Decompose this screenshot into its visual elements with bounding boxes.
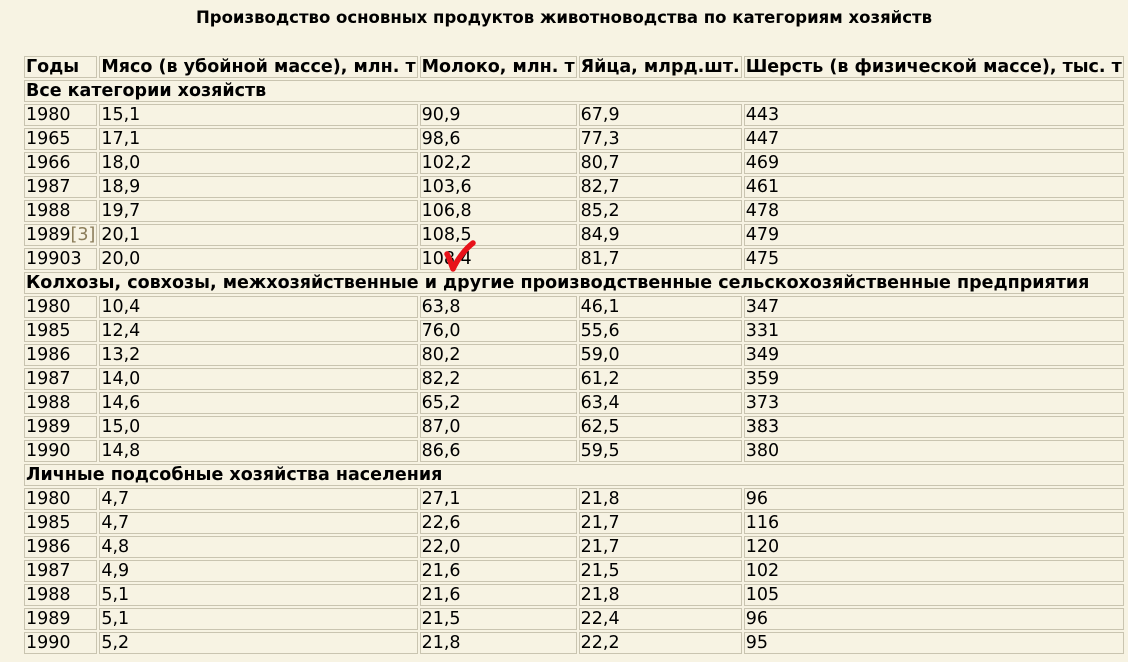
table-row	[24, 632, 1124, 654]
meat-cell: 14,0	[99, 368, 417, 390]
table-row	[24, 440, 1124, 462]
eggs-cell: 46,1	[579, 296, 742, 318]
milk-cell: 90,9	[420, 104, 577, 126]
eggs-cell: 63,4	[579, 392, 742, 414]
wool-cell: 102	[744, 560, 1124, 582]
wool-cell: 447	[744, 128, 1124, 150]
meat-cell: 20,1	[99, 224, 417, 246]
meat-cell: 12,4	[99, 320, 417, 342]
milk-cell: 80,2	[420, 344, 577, 366]
table-row	[24, 392, 1124, 414]
table-row	[24, 584, 1124, 606]
year-cell	[24, 296, 97, 318]
milk-cell: 98,6	[420, 128, 577, 150]
meat-cell: 14,8	[99, 440, 417, 462]
year-cell	[24, 152, 97, 174]
section-header-row	[24, 272, 1124, 294]
column-header-year: Годы	[24, 56, 97, 78]
table-row	[24, 344, 1124, 366]
table-row	[24, 104, 1124, 126]
meat-cell: 15,1	[99, 104, 417, 126]
milk-cell: 21,6	[420, 584, 577, 606]
milk-cell: 108,4	[420, 248, 577, 270]
year-value: 1989	[26, 225, 71, 245]
wool-cell: 349	[744, 344, 1124, 366]
meat-cell: 5,2	[99, 632, 417, 654]
year-value: 1990	[26, 441, 71, 461]
year-value: 1985	[26, 513, 71, 533]
table-row	[24, 224, 1124, 246]
wool-cell: 96	[744, 608, 1124, 630]
wool-cell: 331	[744, 320, 1124, 342]
meat-cell: 4,7	[99, 512, 417, 534]
milk-cell: 102,2	[420, 152, 577, 174]
wool-cell: 475	[744, 248, 1124, 270]
year-cell	[24, 608, 97, 630]
year-value: 19903	[26, 249, 82, 269]
year-value: 1986	[26, 537, 71, 557]
meat-cell: 4,7	[99, 488, 417, 510]
milk-cell: 86,6	[420, 440, 577, 462]
milk-cell: 21,8	[420, 632, 577, 654]
year-cell	[24, 488, 97, 510]
table-row	[24, 320, 1124, 342]
table-body	[24, 80, 1124, 654]
wool-cell: 380	[744, 440, 1124, 462]
milk-cell: 27,1	[420, 488, 577, 510]
meat-cell: 20,0	[99, 248, 417, 270]
meat-cell: 19,7	[99, 200, 417, 222]
eggs-cell: 21,8	[579, 584, 742, 606]
year-value: 1966	[26, 153, 71, 173]
eggs-cell: 67,9	[579, 104, 742, 126]
year-cell	[24, 368, 97, 390]
table-row	[24, 176, 1124, 198]
eggs-cell: 22,4	[579, 608, 742, 630]
wool-cell: 443	[744, 104, 1124, 126]
milk-cell: 82,2	[420, 368, 577, 390]
eggs-cell: 21,7	[579, 536, 742, 558]
wool-cell: 383	[744, 416, 1124, 438]
year-cell	[24, 440, 97, 462]
eggs-cell: 21,5	[579, 560, 742, 582]
year-value: 1985	[26, 321, 71, 341]
milk-cell: 21,5	[420, 608, 577, 630]
year-value: 1986	[26, 345, 71, 365]
year-cell	[24, 560, 97, 582]
table-row	[24, 248, 1124, 270]
milk-cell: 22,0	[420, 536, 577, 558]
section-header-row	[24, 464, 1124, 486]
year-cell	[24, 536, 97, 558]
eggs-cell: 61,2	[579, 368, 742, 390]
year-value: 1965	[26, 129, 71, 149]
year-value: 1987	[26, 561, 71, 581]
year-value: 1989	[26, 417, 71, 437]
eggs-cell: 59,0	[579, 344, 742, 366]
milk-cell: 106,8	[420, 200, 577, 222]
eggs-cell: 80,7	[579, 152, 742, 174]
table-row	[24, 536, 1124, 558]
table-row	[24, 488, 1124, 510]
section-title: Все категории хозяйств	[24, 80, 1124, 102]
table-row	[24, 416, 1124, 438]
page-title: Производство основных продуктов животноводства по категориям хозяйств	[195, 8, 933, 27]
table-row	[24, 296, 1124, 318]
wool-cell: 478	[744, 200, 1124, 222]
section-title: Колхозы, совхозы, межхозяйственные и другие производственные сельскохозяйственные предприятия	[24, 272, 1124, 294]
livestock-production-table	[22, 54, 1126, 656]
table-row	[24, 152, 1124, 174]
wool-cell: 116	[744, 512, 1124, 534]
wool-cell: 96	[744, 488, 1124, 510]
year-value: 1990	[26, 633, 71, 653]
year-value: 1988	[26, 393, 71, 413]
year-cell	[24, 344, 97, 366]
year-value: 1988	[26, 585, 71, 605]
wool-cell: 120	[744, 536, 1124, 558]
year-cell	[24, 224, 97, 246]
meat-cell: 10,4	[99, 296, 417, 318]
column-header-wool: Шерсть (в физической массе), тыс. т	[745, 57, 1122, 77]
year-value: 1987	[26, 369, 71, 389]
eggs-cell: 84,9	[579, 224, 742, 246]
eggs-cell: 81,7	[579, 248, 742, 270]
milk-cell: 76,0	[420, 320, 577, 342]
year-value: 1989	[26, 609, 71, 629]
year-value: 1980	[26, 489, 71, 509]
meat-cell: 14,6	[99, 392, 417, 414]
wool-cell: 461	[744, 176, 1124, 198]
table-row	[24, 200, 1124, 222]
footnote-link[interactable]: [3]	[70, 225, 96, 245]
milk-cell: 65,2	[420, 392, 577, 414]
eggs-cell: 85,2	[579, 200, 742, 222]
table-row	[24, 560, 1124, 582]
milk-cell: 87,0	[420, 416, 577, 438]
year-value: 1987	[26, 177, 71, 197]
year-cell	[24, 416, 97, 438]
year-cell	[24, 200, 97, 222]
table-row	[24, 608, 1124, 630]
year-cell	[24, 584, 97, 606]
year-value: 1988	[26, 201, 71, 221]
year-cell	[24, 248, 97, 270]
milk-cell: 103,6	[420, 176, 577, 198]
wool-cell: 479	[744, 224, 1124, 246]
eggs-cell: 55,6	[579, 320, 742, 342]
year-value: 1980	[26, 297, 71, 317]
section-title: Личные подсобные хозяйства населения	[24, 464, 1124, 486]
table-header-row	[24, 56, 1124, 78]
table-row	[24, 512, 1124, 534]
column-header-eggs: Яйца, млрд.шт.	[580, 57, 740, 77]
eggs-cell: 82,7	[579, 176, 742, 198]
year-cell	[24, 320, 97, 342]
year-cell	[24, 176, 97, 198]
milk-cell: 22,6	[420, 512, 577, 534]
meat-cell: 18,9	[99, 176, 417, 198]
wool-cell: 359	[744, 368, 1124, 390]
table-row	[24, 368, 1124, 390]
column-header-meat: Мясо (в убойной массе), млн. т	[101, 57, 416, 77]
year-cell	[24, 128, 97, 150]
meat-cell: 5,1	[99, 584, 417, 606]
wool-cell: 469	[744, 152, 1124, 174]
eggs-cell: 62,5	[579, 416, 742, 438]
meat-cell: 4,9	[99, 560, 417, 582]
section-header-row	[24, 80, 1124, 102]
year-value: 1980	[26, 105, 71, 125]
milk-cell: 21,6	[420, 560, 577, 582]
meat-cell: 15,0	[99, 416, 417, 438]
eggs-cell: 21,8	[579, 488, 742, 510]
wool-cell: 347	[744, 296, 1124, 318]
eggs-cell: 21,7	[579, 512, 742, 534]
eggs-cell: 77,3	[579, 128, 742, 150]
meat-cell: 18,0	[99, 152, 417, 174]
table-row	[24, 128, 1124, 150]
milk-cell: 108,5	[420, 224, 577, 246]
milk-cell: 63,8	[420, 296, 577, 318]
meat-cell: 4,8	[99, 536, 417, 558]
wool-cell: 105	[744, 584, 1124, 606]
wool-cell: 95	[744, 632, 1124, 654]
eggs-cell: 22,2	[579, 632, 742, 654]
year-cell	[24, 512, 97, 534]
wool-cell: 373	[744, 392, 1124, 414]
column-header-milk: Молоко, млн. т	[421, 57, 575, 77]
eggs-cell: 59,5	[579, 440, 742, 462]
year-cell	[24, 392, 97, 414]
meat-cell: 17,1	[99, 128, 417, 150]
meat-cell: 5,1	[99, 608, 417, 630]
year-cell	[24, 632, 97, 654]
meat-cell: 13,2	[99, 344, 417, 366]
year-cell	[24, 104, 97, 126]
